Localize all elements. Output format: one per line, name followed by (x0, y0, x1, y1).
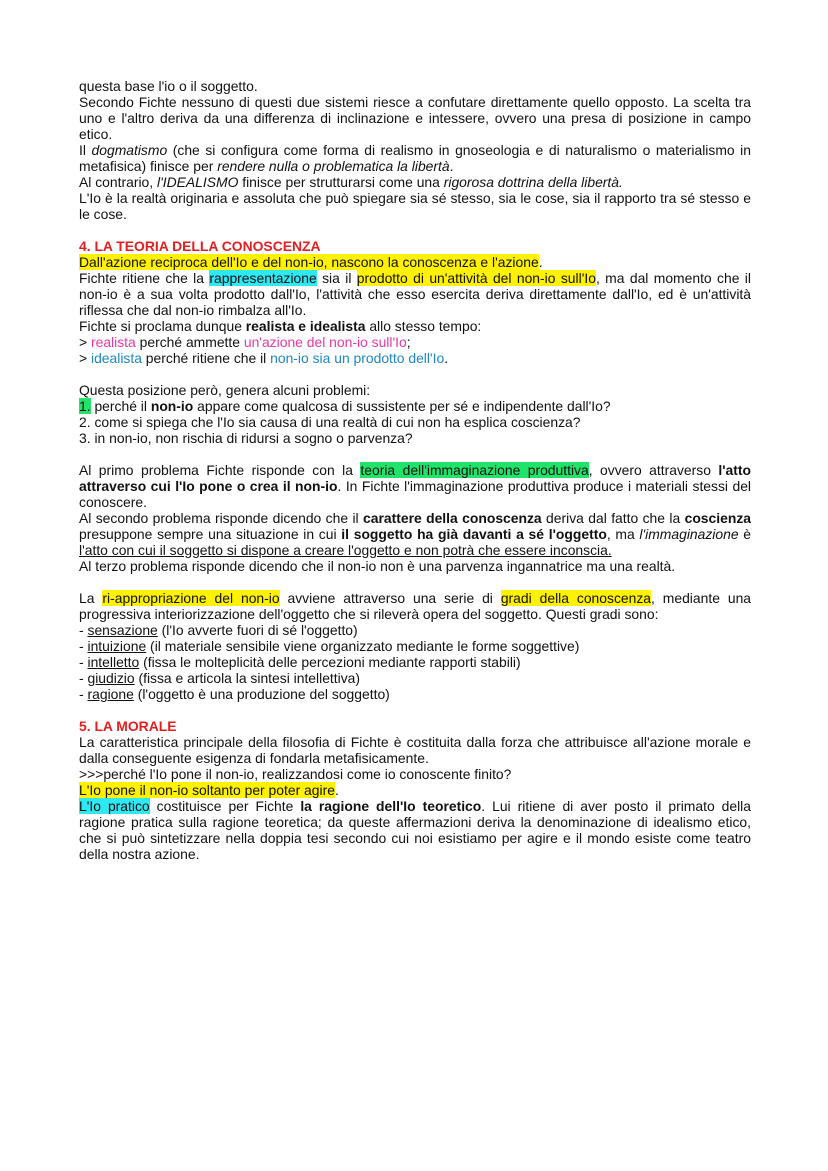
text-run: Fichte ritiene che la (79, 270, 210, 286)
text-run: (fissa le molteplicità delle percezioni mediante rapporti stabili) (139, 654, 521, 670)
text-run: costituisce per Fichte (149, 798, 301, 814)
italic-phrase: rendere nulla o problematica la libertà (217, 158, 450, 174)
text-run: Al primo problema Fichte risponde con la (79, 462, 361, 478)
text-run: (che si configura come forma di realismo in gnoseologia e di naturalismo o materialismo in metafisica) finisce per (79, 142, 751, 174)
bold-phrase: l'atto attraverso cui l'Io pone o crea il non-io (79, 462, 751, 494)
highlight-yellow: L'Io pone il non-io soltanto per poter agire (79, 782, 335, 798)
intro-paragraph-systems: Secondo Fichte nessuno di questi due sistemi riesce a confutare direttamente quello opposto. La scelta tra uno e l'altro deriva da una differenza di inclinazione e intessere, ovvero una presa di posizione in campo etico. (79, 94, 751, 142)
text-run: deriva dal fatto che la (541, 510, 685, 526)
pink-text: realista (90, 334, 136, 350)
text-run: Fichte si proclama dunque (79, 318, 246, 334)
section-5-answer (79, 782, 751, 798)
text-run: avviene attraverso una serie di (279, 590, 501, 606)
highlight-green: teoria dell'immaginazione produttiva (360, 462, 589, 478)
section-4-proclaim (79, 318, 751, 334)
list-item (79, 622, 751, 638)
highlight-yellow: gradi della conoscenza (500, 590, 652, 606)
text-run: Il (79, 142, 92, 158)
section-4-lead (79, 254, 751, 270)
section-5-heading: 5. LA MORALE (79, 718, 177, 734)
text-run: (il materiale sensibile viene organizzato mediante le forme soggettive) (146, 638, 580, 654)
list-item (79, 654, 751, 670)
text-run: - (79, 686, 88, 702)
text-run: . In Fichte l'immaginazione produttiva produce i materiali stessi del conoscere. (79, 478, 752, 510)
text-run: ; (406, 334, 411, 350)
text-run: - (79, 654, 88, 670)
underlined-term: sensazione (87, 622, 158, 638)
italic-phrase: rigorosa dottrina della libertà. (443, 174, 623, 190)
problem-3: 3. in non-io, non rischia di ridursi a sogno o parvenza? (79, 430, 413, 446)
highlight-yellow: Dall'azione reciproca dell'Io e del non-io, nascono la conoscenza e l'azione (79, 254, 539, 270)
text-run: è (738, 526, 752, 542)
text-run: . (538, 254, 543, 270)
highlight-yellow: ri-appropriazione del non-io (102, 590, 280, 606)
text-run: (l'Io avverte fuori di sé l'oggetto) (157, 622, 358, 638)
italic-term: l'immaginazione (639, 526, 739, 542)
bold-phrase: realista e idealista (245, 318, 366, 334)
answer-1 (79, 462, 751, 510)
grades-intro (79, 590, 751, 622)
underlined-term: giudizio (87, 670, 135, 686)
text-run: Al secondo problema risponde dicendo che il (79, 510, 364, 526)
text-run: sia il (316, 270, 357, 286)
text-run: . (334, 782, 339, 798)
blue-text: idealista (90, 350, 142, 366)
text-run: appare come qualcosa di sussistente per sé e indipendente dall'Io? (193, 398, 611, 414)
pink-text: un'azione del non-io sull'Io (243, 334, 407, 350)
text-run: perché ritiene che il (141, 350, 271, 366)
text-run: > (79, 350, 91, 366)
text-run: . (444, 350, 449, 366)
text-run: , mediante una progressiva interiorizzazione dell'oggetto che si rileverà opera del soggetto. Questi gradi sono: (79, 590, 752, 622)
text-run: - (79, 622, 88, 638)
grades-list (79, 622, 751, 702)
problems-intro: Questa posizione però, genera alcuni problemi: (79, 382, 371, 398)
section-5-practical (79, 798, 751, 862)
realist-line (79, 334, 751, 350)
highlight-cyan: L'Io pratico (79, 798, 150, 814)
italic-term: dogmatismo (91, 142, 168, 158)
text-run: - (79, 670, 88, 686)
bold-phrase: la ragione dell'Io teoretico (300, 798, 482, 814)
problem-2: 2. come si spiega che l'Io sia causa di una realtà di cui non ha esplica coscienza? (79, 414, 581, 430)
text-run: (fissa e articola la sintesi intellettiva) (134, 670, 361, 686)
intro-line: questa base l'io o il soggetto. (79, 78, 258, 94)
section-4-heading: 4. LA TEORIA DELLA CONOSCENZA (79, 238, 321, 254)
idealist-line (79, 350, 751, 366)
text-run: presuppone sempre una situazione in cui (79, 526, 342, 542)
section-5-question: >>>perché l'Io pone il non-io, realizzandosi come io conoscente finito? (79, 766, 512, 782)
underlined-term: ragione (87, 686, 134, 702)
list-item (79, 686, 751, 702)
text-run: La (79, 590, 103, 606)
text-run: allo stesso tempo: (365, 318, 482, 334)
bold-phrase: carattere della conoscenza (363, 510, 542, 526)
text-run: finisce per strutturarsi come una (238, 174, 444, 190)
text-run: . (449, 158, 454, 174)
text-run: perché ammette (135, 334, 244, 350)
italic-term: l'IDEALISMO (156, 174, 239, 190)
text-run: . Lui ritiene di aver posto il primato della ragione pratica sulla ragione teoretica; da queste affermazioni deriva la denominazione di idealismo etico, che si può sintetizzare nella doppia tesi secondo cui noi esistiamo per agire e il mondo esiste come teatro della nostra azione. (79, 798, 751, 862)
document-page (79, 78, 751, 862)
text-run: , ma (606, 526, 640, 542)
intro-paragraph-dogmatism (79, 142, 751, 174)
underlined-term: intuizione (87, 638, 147, 654)
text-run: , ovvero attraverso (588, 462, 719, 478)
answer-2 (79, 510, 751, 558)
bold-term: non-io (150, 398, 194, 414)
text-run: , ma dal momento che il non-io è a sua volta prodotto dall'Io, l'attività che esso esercita deriva direttamente dall'Io, ed è un'attività riflessa che dal non-io rimbalza all'Io. (79, 270, 751, 318)
section-5-paragraph: La caratteristica principale della filosofia di Fichte è costituita dalla forza che attribuisce all'azione morale e dalla conseguente esigenza di fondarla metafisicamente. (79, 734, 751, 766)
text-run: > (79, 334, 91, 350)
intro-paragraph-io: L'Io è la realtà originaria e assoluta che può spiegare sia sé stesso, sia le cose, sia il rapporto tra sé stesso e le cose. (79, 190, 751, 222)
section-4-representation (79, 270, 751, 318)
bold-phrase: il soggetto ha già davanti a sé l'oggetto (341, 526, 607, 542)
list-item (79, 638, 751, 654)
list-item (79, 670, 751, 686)
underlined-term: intelletto (87, 654, 140, 670)
text-run: perché il (90, 398, 151, 414)
blue-text: non-io sia un prodotto dell'Io (270, 350, 445, 366)
highlight-green: 1. (79, 398, 91, 414)
underlined-phrase: l'atto con cui il soggetto si dispone a creare l'oggetto e non potrà che essere inconscia. (79, 542, 612, 558)
text-run: - (79, 638, 88, 654)
answer-3: Al terzo problema risponde dicendo che il non-io non è una parvenza ingannatrice ma una realtà. (79, 558, 676, 574)
problem-1 (79, 398, 751, 414)
bold-term: coscienza (684, 510, 751, 526)
highlight-yellow: prodotto di un'attività del non-io sull'Io (356, 270, 596, 286)
highlight-cyan: rappresentazione (209, 270, 317, 286)
text-run: Al contrario, (79, 174, 157, 190)
text-run: (l'oggetto è una produzione del soggetto) (133, 686, 390, 702)
intro-paragraph-idealism (79, 174, 751, 190)
